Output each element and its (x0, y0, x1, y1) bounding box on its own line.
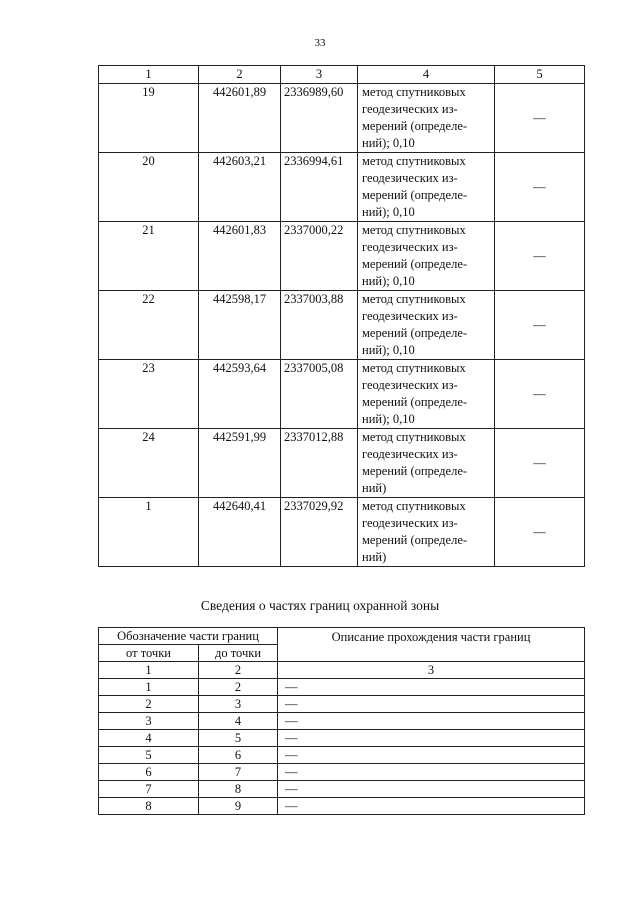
y-coordinate-cell: 2337005,08 (281, 360, 358, 429)
description-line: метод спутниковых (362, 154, 466, 168)
from-point-cell: 2 (99, 696, 199, 713)
column-5-cell: — (495, 429, 585, 498)
x-coordinate-cell: 442593,64 (199, 360, 281, 429)
column-5-cell: — (495, 153, 585, 222)
description-line: мерений (определе- (362, 119, 468, 133)
column-5-cell: — (495, 498, 585, 567)
parts-numbering-row (99, 662, 585, 679)
description-header-cell: Описание прохождения части границ (278, 628, 585, 662)
description-line: геодезических из- (362, 102, 458, 116)
part-description-cell: — (278, 713, 585, 730)
description-line: метод спутниковых (362, 499, 466, 513)
point-number-cell: 22 (99, 291, 199, 360)
from-point-cell: 1 (99, 679, 199, 696)
coordinates-header-row (99, 66, 585, 84)
x-coordinate-cell: 442640,41 (199, 498, 281, 567)
part-description-cell: — (278, 696, 585, 713)
description-line: геодезических из- (362, 447, 458, 461)
parts-row (99, 781, 585, 798)
part-description-cell: — (278, 747, 585, 764)
point-number-cell: 20 (99, 153, 199, 222)
group-header-cell: Обозначение части границ (99, 628, 278, 645)
parts-row (99, 798, 585, 815)
description-line: ний) (362, 481, 387, 495)
coordinates-row (99, 498, 585, 567)
coordinates-row (99, 291, 585, 360)
to-point-cell: 5 (199, 730, 278, 747)
column-5-cell: — (495, 360, 585, 429)
x-coordinate-cell: 442591,99 (199, 429, 281, 498)
description-line: мерений (определе- (362, 188, 468, 202)
from-point-cell: 6 (99, 764, 199, 781)
parts-row (99, 730, 585, 747)
description-line: метод спутниковых (362, 292, 466, 306)
from-point-cell: 5 (99, 747, 199, 764)
from-point-cell: 3 (99, 713, 199, 730)
parts-row (99, 747, 585, 764)
method-description-cell (358, 360, 495, 429)
description-line: геодезических из- (362, 171, 458, 185)
method-description-cell (358, 153, 495, 222)
point-number-cell: 19 (99, 84, 199, 153)
description-line: метод спутниковых (362, 85, 466, 99)
description-line: ний); 0,10 (362, 136, 415, 150)
point-number-cell: 24 (99, 429, 199, 498)
description-line: метод спутниковых (362, 361, 466, 375)
part-description-cell: — (278, 798, 585, 815)
x-coordinate-cell: 442598,17 (199, 291, 281, 360)
to-point-cell: 2 (199, 679, 278, 696)
description-line: ний); 0,10 (362, 205, 415, 219)
y-coordinate-cell: 2336994,61 (281, 153, 358, 222)
point-number-cell: 1 (99, 498, 199, 567)
y-coordinate-cell: 2337012,88 (281, 429, 358, 498)
coordinates-row (99, 84, 585, 153)
y-coordinate-cell: 2337003,88 (281, 291, 358, 360)
description-line: метод спутниковых (362, 430, 466, 444)
numbering-cell: 2 (199, 662, 278, 679)
coordinates-row (99, 360, 585, 429)
numbering-cell: 3 (278, 662, 585, 679)
parts-row (99, 679, 585, 696)
description-line: мерений (определе- (362, 395, 468, 409)
from-point-header: от точки (99, 645, 199, 662)
description-line: ний) (362, 550, 387, 564)
to-point-cell: 4 (199, 713, 278, 730)
from-point-cell: 7 (99, 781, 199, 798)
description-line: мерений (определе- (362, 257, 468, 271)
description-line: мерений (определе- (362, 326, 468, 340)
header-cell: 5 (495, 66, 585, 84)
parts-group-header-row (99, 628, 585, 645)
to-point-cell: 3 (199, 696, 278, 713)
header-cell: 4 (358, 66, 495, 84)
numbering-cell: 1 (99, 662, 199, 679)
parts-row (99, 713, 585, 730)
coordinates-row (99, 429, 585, 498)
method-description-cell (358, 84, 495, 153)
boundary-parts-table (98, 627, 585, 815)
description-line: метод спутниковых (362, 223, 466, 237)
description-line: геодезических из- (362, 516, 458, 530)
from-point-cell: 4 (99, 730, 199, 747)
x-coordinate-cell: 442601,89 (199, 84, 281, 153)
y-coordinate-cell: 2337029,92 (281, 498, 358, 567)
column-5-cell: — (495, 291, 585, 360)
description-line: ний); 0,10 (362, 412, 415, 426)
to-point-header: до точки (199, 645, 278, 662)
method-description-cell (358, 498, 495, 567)
header-cell: 3 (281, 66, 358, 84)
to-point-cell: 6 (199, 747, 278, 764)
description-line: геодезических из- (362, 309, 458, 323)
x-coordinate-cell: 442603,21 (199, 153, 281, 222)
y-coordinate-cell: 2337000,22 (281, 222, 358, 291)
parts-row (99, 764, 585, 781)
parts-row (99, 696, 585, 713)
point-number-cell: 23 (99, 360, 199, 429)
coordinates-table (98, 65, 585, 567)
page-number: 33 (314, 37, 326, 49)
description-line: ний); 0,10 (362, 274, 415, 288)
method-description-cell (358, 429, 495, 498)
x-coordinate-cell: 442601,83 (199, 222, 281, 291)
description-line: ний); 0,10 (362, 343, 415, 357)
method-description-cell (358, 222, 495, 291)
to-point-cell: 7 (199, 764, 278, 781)
header-cell: 1 (99, 66, 199, 84)
part-description-cell: — (278, 730, 585, 747)
from-point-cell: 8 (99, 798, 199, 815)
y-coordinate-cell: 2336989,60 (281, 84, 358, 153)
to-point-cell: 9 (199, 798, 278, 815)
point-number-cell: 21 (99, 222, 199, 291)
description-line: геодезических из- (362, 240, 458, 254)
column-5-cell: — (495, 222, 585, 291)
section-title: Сведения о частях границ охранной зоны (200, 598, 440, 613)
part-description-cell: — (278, 781, 585, 798)
part-description-cell: — (278, 764, 585, 781)
column-5-cell: — (495, 84, 585, 153)
description-line: геодезических из- (362, 378, 458, 392)
header-cell: 2 (199, 66, 281, 84)
to-point-cell: 8 (199, 781, 278, 798)
part-description-cell: — (278, 679, 585, 696)
coordinates-row (99, 222, 585, 291)
description-line: мерений (определе- (362, 533, 468, 547)
coordinates-row (99, 153, 585, 222)
method-description-cell (358, 291, 495, 360)
description-line: мерений (определе- (362, 464, 468, 478)
